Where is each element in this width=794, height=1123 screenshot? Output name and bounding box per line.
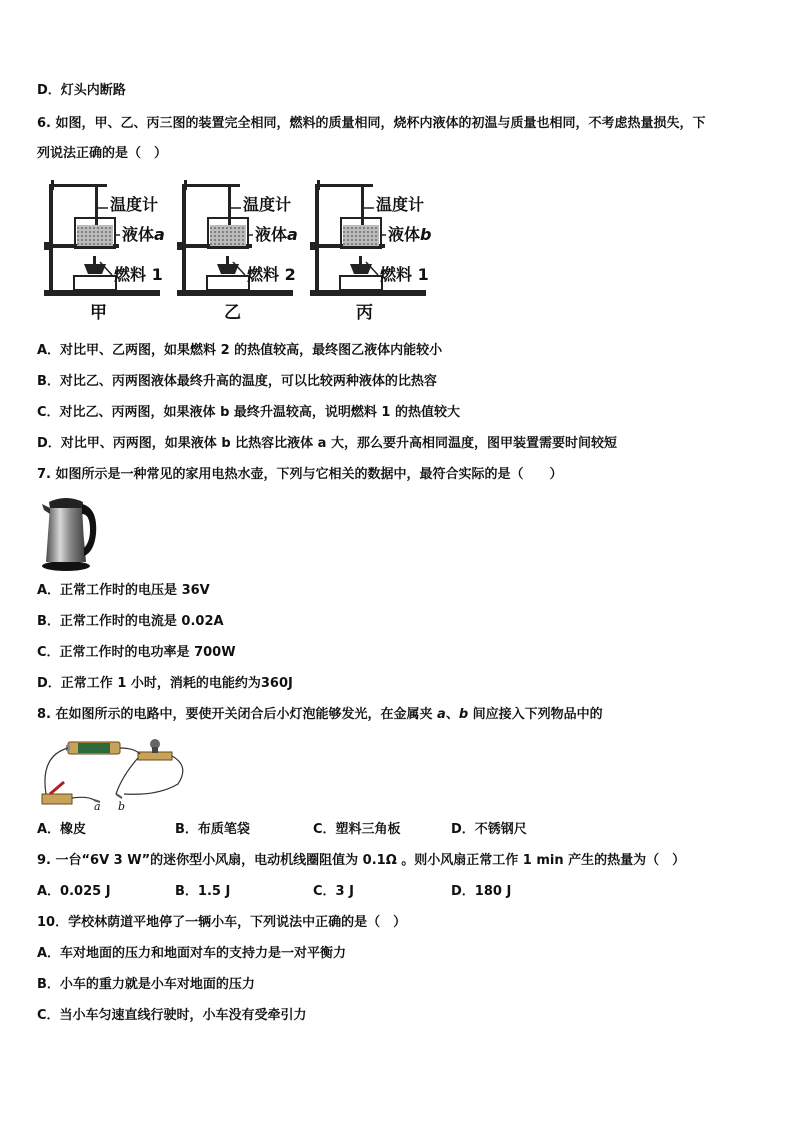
q8-option-a: A．橡皮 (37, 822, 87, 837)
q9-option-a: A．0.025 J (37, 884, 111, 899)
q10-stem: 10．学校林荫道平地停了一辆小车，下列说法中正确的是（ ） (37, 915, 407, 930)
q10-option-a: A．车对地面的压力和地面对车的支持力是一对平衡力 (37, 946, 347, 961)
q6-figure-apparatus (38, 178, 448, 328)
setup-name-jia: 甲 (90, 303, 107, 323)
q6-stem-line2: 列说法正确的是（ ） (37, 146, 168, 161)
q5-option-d: D．灯头内断路 (37, 83, 126, 98)
q10-option-b: B．小车的重力就是小车对地面的压力 (37, 977, 255, 992)
q6-option-c: C．对比乙、丙两图，如果液体 b 最终升温较高，说明燃料 1 的热值较大 (37, 405, 460, 420)
q8-figure-circuit (38, 736, 188, 813)
q7-stem: 7. 如图所示是一种常见的家用电热水壶，下列与它相关的数据中，最符合实际的是（ ） (37, 467, 563, 482)
liquid-label-1: 液体a (122, 225, 165, 244)
switch (42, 794, 72, 804)
q9-stem: 9. 一台“6V 3 W”的迷你型小风扇，电动机线圈阻值为 0.1Ω 。则小风扇正常工作 1 min 产生的热量为（ ） (37, 853, 686, 868)
q7-option-a: A．正常工作时的电压是 36V (37, 583, 210, 598)
q9-option-d: D．180 J (451, 884, 512, 899)
thermometer-label-1: 温度计 (110, 195, 159, 214)
q8-option-d: D．不锈钢尺 (451, 822, 527, 837)
q9-option-c: C．3 J (313, 884, 354, 899)
q6-option-a: A．对比甲、乙两图，如果燃料 2 的热值较高，最终图乙液体内能较小 (37, 343, 443, 358)
clip-label-a: a (94, 800, 101, 813)
setup-name-bing: 丙 (356, 303, 373, 323)
q6-option-b: B．对比乙、丙两图液体最终升高的温度，可以比较两种液体的比热容 (37, 374, 437, 389)
liquid-label-2: 液体a (255, 225, 298, 244)
thermometer-label-2: 温度计 (243, 195, 292, 214)
clip-label-b: b (118, 800, 126, 813)
fuel-label-2: 燃料 2 (247, 265, 296, 284)
q7-option-d: D．正常工作 1 小时，消耗的电能约为360J (37, 676, 293, 691)
q6-option-d: D．对比甲、丙两图，如果液体 b 比热容比液体 a 大，那么要升高相同温度，图甲装置需要时间较短 (37, 436, 617, 451)
fuel-label-3: 燃料 1 (380, 265, 429, 284)
liquid-label-3: 液体b (388, 225, 432, 244)
q8-stem: 8. 在如图所示的电路中，要使开关闭合后小灯泡能够发光，在金属夹 a、b 间应接入下列物品中的 (37, 707, 603, 722)
setup-name-yi: 乙 (224, 303, 241, 323)
q9-option-b: B．1.5 J (175, 884, 231, 899)
q10-option-c: C．当小车匀速直线行驶时，小车没有受牵引力 (37, 1008, 307, 1023)
q7-option-c: C．正常工作时的电功率是 700W (37, 645, 236, 660)
thermometer-label-3: 温度计 (376, 195, 425, 214)
q8-option-b: B．布质笔袋 (175, 822, 250, 837)
fuel-label-1: 燃料 1 (114, 265, 163, 284)
q8-option-c: C．塑料三角板 (313, 822, 401, 837)
kettle-icon (40, 494, 98, 572)
q7-option-b: B．正常工作时的电流是 0.02A (37, 614, 224, 629)
bulb-holder (138, 752, 172, 760)
q6-stem-line1: 6. 如图，甲、乙、丙三图的装置完全相同，燃料的质量相同，烧杯内液体的初温与质量也相同，不考虑热量损失，下 (37, 116, 706, 131)
